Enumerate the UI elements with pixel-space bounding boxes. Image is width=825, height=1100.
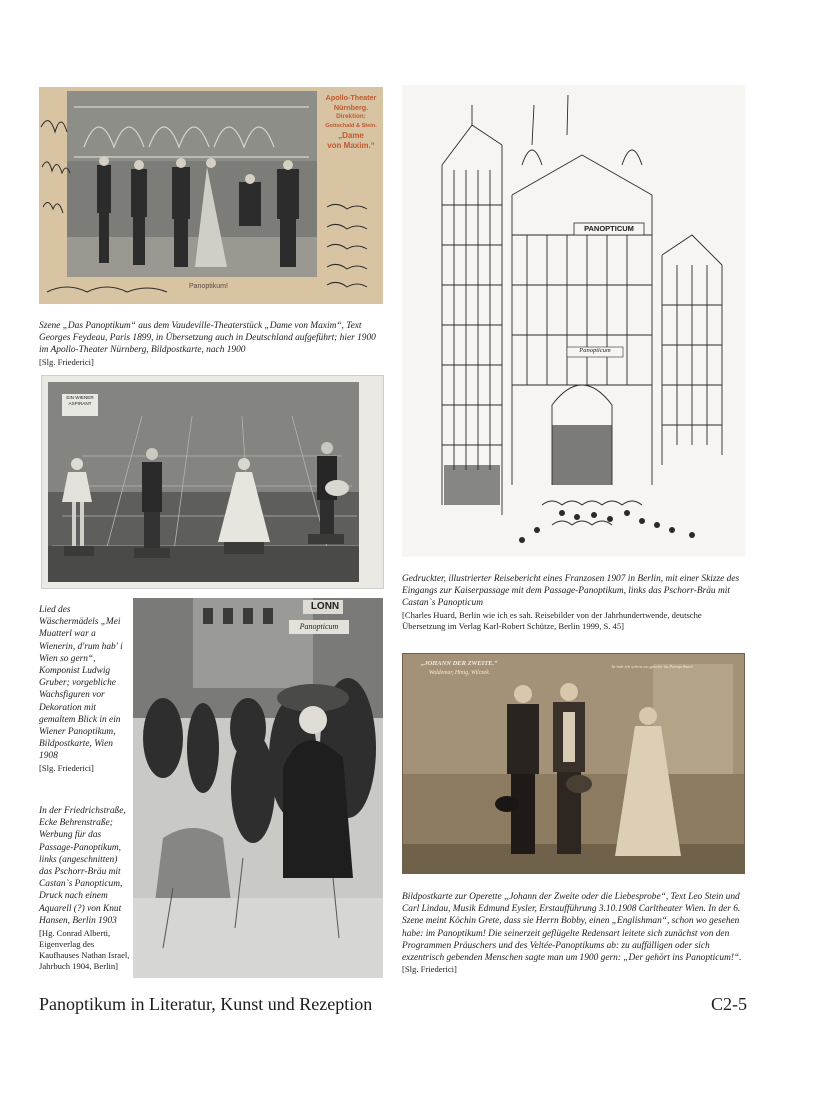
theater-label-line: Direktion: <box>336 113 366 120</box>
street-sign-panopticum: Panopticum <box>299 622 339 631</box>
caption-kaiserpassage <box>402 573 747 632</box>
caption-source: [Hg. Conrad Alberti, Eigenverlag des Kaufhauses Nathan Israel, Jahrbuch 1904, Berlin] <box>39 928 130 972</box>
caption-source: [Charles Huard, Berlin wie ich es sah. Reisebilder von der Jahrhundertwende, deutsche Übersetzung im Verlag Karl-Robert Schütze, Berlin 1999, S. 45] <box>402 609 702 631</box>
page-number: C2-5 <box>711 994 747 1014</box>
caption-text: Gedruckter, illustrierter Reisebericht eines Franzosen 1907 in Berlin, mit einer Skizze des Eingangs zur Kaiserpassage mit dem Passage-Panoptikum, links das Pschorr-Bräu mit Castan`s Panopticum <box>402 574 740 609</box>
caption-waeschermaedel <box>39 604 131 774</box>
postcard-dame-von-maxim <box>39 87 383 304</box>
photo-wax-figures-stage <box>41 375 384 589</box>
caption-johann-der-zweite <box>402 891 749 975</box>
stage-sign: EIN WIENER ASPIRANT <box>66 395 94 406</box>
theater-label-line: Nürnberg. <box>333 102 369 112</box>
postcard-johann-der-zweite <box>402 653 745 874</box>
postcard-quote: Ja hab ich schon wo gesehn im Panoptikum! <box>611 664 694 669</box>
theater-label <box>321 93 381 150</box>
building-sign-lower: Panopticum <box>579 347 611 354</box>
caption-text: Bildpostkarte zur Operette „Johann der Zweite oder die Liebesprobe“, Text Leo Stein und Carl Lindau, Musik Edmund Eysler, Erstaufführung 3.10.1908 Carltheater Wien. In der 6. Szene meint Köchin Grete, dass sie Herrn Bobby, einen „Englishman“, schon wo gesehen habe: im Panoptikum! Die seinerzeit geflügelte Redensart leitete sich zunächst von den Programmen Präuschers und des Veltée-Panoptikums ab: zu auffälligen oder sich exzentrisch gebenden Menschen sagte man um 1900 gern: „Der gehört ins Panopticum!“. <box>402 892 742 964</box>
caption-friedrichstrasse <box>39 805 131 972</box>
caption-text: Lied des Wäschermädels „Mei Muatterl war a Wienerin, d'rum hab' i Wien so gern“, Komponist Ludwig Gruber; vorgebliche Wachsfiguren vor Dekoration mit gemaltem Blick in ein Wiener Panoptikum, Bildpostkarte, Wien 1908 <box>39 605 123 762</box>
caption-source: [Slg. Friederici] <box>402 964 457 975</box>
theater-label-line: Apollo-Theater <box>325 93 377 102</box>
caption-source: [Slg. Friederici] <box>39 356 94 367</box>
caption-source: [Slg. Friederici] <box>39 762 94 773</box>
theater-label-line: „Dame <box>338 131 364 140</box>
illustration-friedrichstrasse <box>133 598 383 978</box>
postcard-cast: Waldemar, Hinig, Wilczek. <box>429 670 491 676</box>
street-sign-top: LONN <box>310 601 340 612</box>
theater-label-line: Gottschald & Stein. <box>325 122 377 129</box>
sketch-kaiserpassage <box>402 85 745 557</box>
theater-label-line: von Maxim.“ <box>327 140 375 150</box>
caption-dame-von-maxim <box>39 320 385 368</box>
postcard-stamp-text: Panoptikum! <box>189 283 228 290</box>
caption-text: In der Friedrichstraße, Ecke Behrenstraße; Werbung für das Passage-Panoptikum, links (angeschnitten) das Pschorr-Bräu mit Castan`s Panopticum, Druck nach einem Aquarell (?) von Knut Hansen, Berlin 1903 <box>39 806 126 926</box>
footer-title: Panoptikum in Literatur, Kunst und Rezeption <box>39 994 373 1014</box>
building-sign-panopticum: PANOPTICUM <box>584 224 634 233</box>
caption-text: Szene „Das Panoptikum“ aus dem Vaudeville-Theaterstück „Dame von Maxim“, Text Georges Feydeau, Paris 1899, in Übersetzung auch in Deutschland aufgeführt; hier 1900 im Apollo-Theater Nürnberg, Bildpostkarte, nach 1900 <box>39 321 376 356</box>
postcard-title: „JOHANN DER ZWEITE.“ <box>421 660 498 667</box>
